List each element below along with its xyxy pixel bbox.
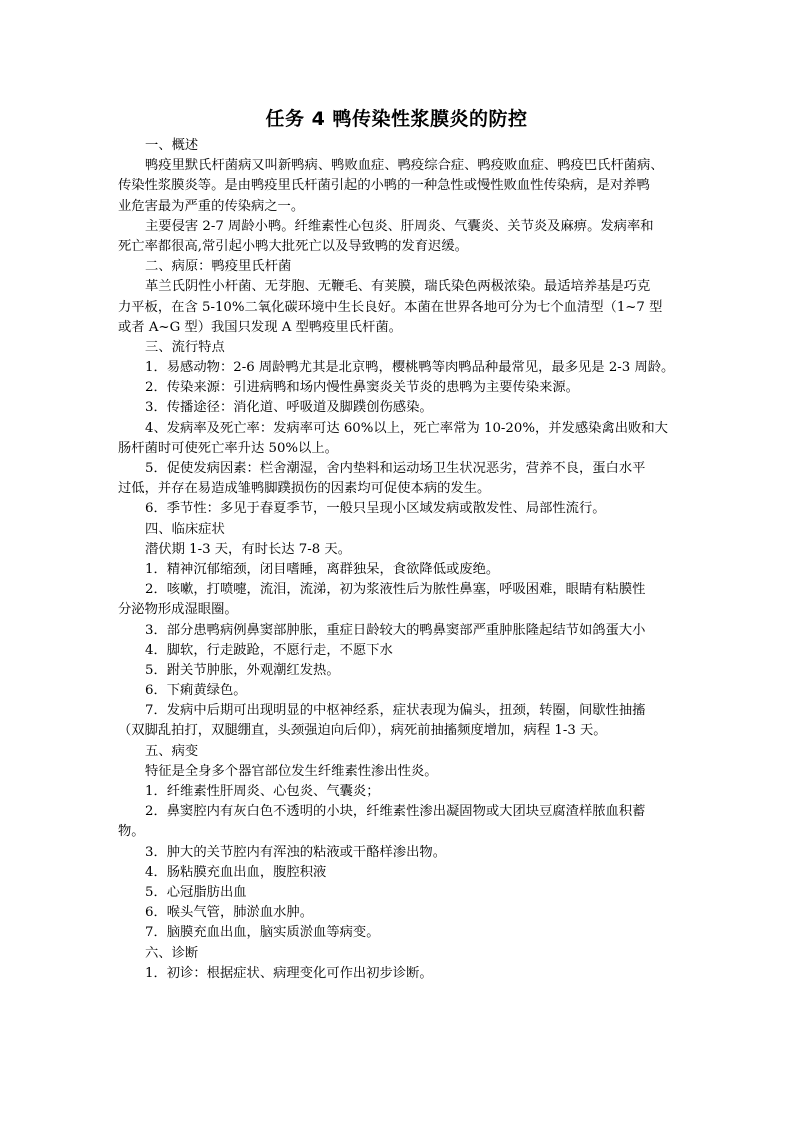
text-line: 潜伏期 1-3 天，有时长达 7-8 天。 <box>145 541 351 557</box>
text-line: 主要侵害 2-7 周龄小鸭。纤维素性心包炎、肝周炎、气囊炎、关节炎及麻痹。发病率和 <box>145 218 654 234</box>
text-line: 7．脑膜充血出血，脑实质淤血等病变。 <box>145 925 380 941</box>
text-line: 5．心冠脂肪出血 <box>145 884 247 900</box>
text-line: 或者 A~G 型）我国只发现 A 型鸭疫里氏杆菌。 <box>118 319 402 335</box>
text-line: 1．精神沉郁缩颈，闭目嗜睡，离群独呆，食欲降低或废绝。 <box>145 561 500 577</box>
text-line: 6．季节性：多见于春夏季节，一般只呈现小区域发病或散发性、局部性流行。 <box>145 501 606 517</box>
text-line: 力平板，在含 5-10%二氧化碳环境中生长良好。本菌在世界各地可分为七个血清型（1~7 型 <box>118 299 663 315</box>
text-line: 5．跗关节肿胀，外观潮红发热。 <box>145 662 340 678</box>
text-line: 肠杆菌时可使死亡率升达 50%以上。 <box>118 440 338 456</box>
text-line: 2．传染来源：引进病鸭和场内慢性鼻窦炎关节炎的患鸭为主要传染来源。 <box>145 380 579 396</box>
text-line: 分泌物形成湿眼圈。 <box>118 602 238 618</box>
document-body <box>118 136 678 984</box>
text-line: 死亡率都很高,常引起小鸭大批死亡以及导致鸭的发育迟缓。 <box>118 238 468 254</box>
text-line: 业危害最为严重的传染病之一。 <box>118 198 305 214</box>
text-line: 革兰氏阴性小杆菌、无芽胞、无鞭毛、有荚膜，瑞氏染色两极浓染。最适培养基是巧克 <box>145 279 651 295</box>
section-heading: 三、流行特点 <box>145 339 225 355</box>
text-line: 过低，并存在易造成雏鸭脚蹼损伤的因素均可促使本病的发生。 <box>118 481 491 497</box>
text-line: 3．部分患鸭病例鼻窦部肿胀，重症日龄较大的鸭鼻窦部严重肿胀隆起结节如鸽蛋大小 <box>145 622 646 638</box>
section-heading: 一、概述 <box>145 138 199 153</box>
text-line: 物。 <box>118 824 145 840</box>
text-line: 1．纤维素性肝周炎、心包炎、气囊炎； <box>145 784 380 799</box>
text-line: 6．下痢黄绿色。 <box>145 683 247 699</box>
section-heading: 五、病变 <box>145 743 199 759</box>
text-line: 1．初诊：根据症状、病理变化可作出初步诊断。 <box>145 965 433 981</box>
section-heading: 四、临床症状 <box>145 521 225 537</box>
text-line: （双脚乱拍打，双腿绷直，头颈强迫向后仰），病死前抽搐频度增加，病程 1-3 天。 <box>118 723 607 739</box>
text-line: 4．脚软，行走跛跄，不愿行走，不愿下水 <box>145 642 393 658</box>
text-line: 5．促使发病因素：栏舍潮湿，舍内垫料和运动场卫生状况恶劣，营养不良，蛋白水平 <box>145 461 646 476</box>
text-line: 1．易感动物：2-6 周龄鸭尤其是北京鸭，樱桃鸭等肉鸭品种最常见，最多见是 2-3 周龄。 <box>145 360 675 376</box>
text-line: 3．传播途径：消化道、呼吸道及脚蹼创伤感染。 <box>145 400 433 416</box>
section-heading: 二、病原：鸭疫里氏杆菌 <box>145 259 292 275</box>
text-line: 4、发病率及死亡率：发病率可达 60%以上，死亡率常为 10-20%，并发感染禽出败和大 <box>145 420 668 436</box>
section-heading: 六、诊断 <box>145 945 199 961</box>
text-line: 2．咳嗽，打喷嚏，流泪，流涕，初为浆液性后为脓性鼻塞，呼吸困难，眼睛有粘膜性 <box>145 582 646 598</box>
document-title: 任务 4 鸭传染性浆膜炎的防控 <box>265 108 528 130</box>
text-line: 6．喉头气管，肺淤血水肿。 <box>145 905 314 921</box>
text-line: 鸭疫里默氏杆菌病又叫新鸭病、鸭败血症、鸭疫综合症、鸭疫败血症、鸭疫巴氏杆菌病、 <box>145 158 664 174</box>
text-line: 3．肿大的关节腔内有浑浊的粘液或干酪样渗出物。 <box>145 844 446 860</box>
text-line: 特征是全身多个器官部位发生纤维素性渗出性炎。 <box>145 763 438 779</box>
text-line: 传染性浆膜炎等。是由鸭疫里氏杆菌引起的小鸭的一种急性或慢性败血性传染病，是对养鸭 <box>118 178 650 194</box>
text-line: 7．发病中后期可出现明显的中枢神经系，症状表现为偏头，扭颈，转圈，间歇性抽搐 <box>145 703 646 719</box>
text-line: 4．肠粘膜充血出血，腹腔积液 <box>145 864 327 880</box>
text-line: 2．鼻窦腔内有灰白色不透明的小块，纤维素性渗出凝固物或大团块豆腐渣样脓血积蓄 <box>145 804 646 820</box>
